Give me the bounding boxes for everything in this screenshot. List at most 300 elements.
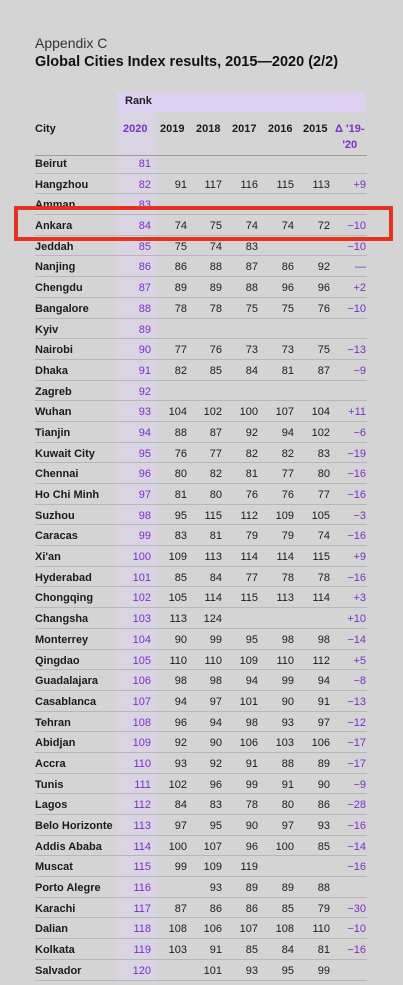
table-row [35, 422, 367, 443]
rank-2019-cell: 94 [174, 695, 187, 708]
rank-delta-cell: −14 [347, 840, 366, 853]
rank-2016-cell: 93 [281, 716, 294, 729]
year-header-2015: 2015 [303, 123, 328, 135]
rank-2018-cell: 102 [203, 406, 222, 419]
rank-2015-cell: 99 [317, 964, 330, 977]
rank-2017-cell: 75 [245, 302, 258, 315]
rank-delta-cell: −10 [347, 923, 366, 936]
rank-2018-cell: 84 [209, 571, 222, 584]
city-name: Wuhan [35, 406, 72, 419]
rank-2020-cell: 112 [133, 799, 151, 812]
rank-2018-cell: 89 [209, 282, 222, 295]
rank-2019-cell: 83 [174, 530, 187, 543]
rank-2019-cell: 113 [169, 613, 187, 626]
rank-2020-cell: 91 [138, 364, 151, 377]
rank-2017-cell: 91 [245, 757, 258, 770]
rank-2016-cell: 115 [276, 178, 294, 191]
table-row [35, 712, 367, 733]
rank-2016-cell: 100 [275, 840, 294, 853]
rank-2015-cell: 77 [317, 489, 330, 501]
city-name: Tehran [35, 716, 71, 729]
rank-2015-cell: 89 [317, 757, 330, 770]
rank-2015-cell: 114 [312, 592, 330, 605]
rank-2017-cell: 109 [239, 654, 258, 667]
rank-2017-cell: 101 [239, 695, 258, 708]
table-row [35, 960, 367, 981]
city-name: Addis Ababa [35, 840, 102, 853]
rank-2016-cell: 89 [281, 882, 294, 895]
rank-2020-cell: 99 [138, 530, 151, 543]
rank-2015-cell: 93 [317, 820, 330, 832]
table-row [35, 174, 367, 195]
rank-2019-cell: 91 [174, 178, 187, 191]
rank-delta-cell: −10 [347, 220, 366, 233]
rank-2019-cell: 82 [174, 364, 187, 377]
rank-2017-cell: 85 [245, 944, 258, 957]
city-name: Suzhou [35, 509, 75, 522]
rank-delta-cell: −16 [347, 530, 366, 543]
rank-2017-cell: 100 [239, 406, 258, 419]
rank-2016-cell: 77 [281, 468, 294, 481]
rank-2019-cell: 108 [168, 923, 187, 936]
rank-2018-cell: 114 [204, 592, 222, 605]
rank-delta-cell: −9 [353, 778, 366, 791]
city-name: Bangalore [35, 302, 89, 315]
rank-2017-cell: 115 [240, 592, 258, 605]
rank-2018-cell: 124 [203, 613, 222, 626]
rank-2017-cell: 83 [245, 240, 258, 253]
rank-2018-cell: 92 [209, 757, 222, 770]
table-row [35, 277, 367, 298]
rank-2017-cell: 78 [245, 799, 258, 812]
city-name: Muscat [35, 861, 73, 874]
city-name: Jeddah [35, 240, 74, 253]
rank-2015-cell: 91 [317, 695, 330, 708]
city-name: Lagos [35, 799, 68, 812]
rank-2016-cell: 114 [276, 551, 294, 564]
rank-2015-cell: 83 [317, 447, 330, 460]
rank-2019-cell: 85 [174, 571, 187, 584]
rank-2016-cell: 99 [281, 675, 294, 688]
rank-2019-cell: 93 [174, 757, 187, 770]
table-row [35, 939, 367, 960]
rank-2016-cell: 107 [275, 406, 294, 419]
rank-2015-cell: 96 [317, 282, 330, 295]
rank-2016-cell: 82 [281, 447, 294, 460]
rank-delta-cell: −10 [347, 302, 366, 315]
rank-2015-cell: 97 [317, 716, 330, 729]
rank-2016-cell: 75 [281, 302, 294, 315]
rank-2020-cell: 100 [132, 551, 151, 564]
delta-header-line1: Δ '19- [335, 123, 365, 135]
rank-2016-cell: 84 [281, 944, 294, 957]
city-name: Nanjing [35, 261, 76, 274]
rank-delta-cell: −30 [347, 902, 366, 915]
rank-2015-cell: 88 [317, 882, 330, 895]
rank-2017-cell: 93 [245, 964, 258, 977]
rank-delta-cell: −12 [347, 716, 366, 729]
table-row [35, 753, 367, 774]
rank-2018-cell: 110 [204, 654, 222, 667]
table-row [35, 608, 367, 629]
rank-2017-cell: 81 [245, 468, 258, 481]
rank-2019-cell: 78 [174, 302, 187, 315]
rank-2019-cell: 90 [174, 633, 187, 646]
rank-2016-cell: 113 [276, 592, 294, 605]
table-row [35, 505, 367, 526]
rank-2015-cell: 87 [317, 364, 330, 377]
rank-2018-cell: 80 [209, 489, 222, 501]
rank-2018-cell: 85 [209, 364, 222, 377]
rank-2015-cell: 81 [317, 944, 330, 957]
rank-2017-cell: 87 [245, 261, 258, 274]
city-name: Tunis [35, 778, 64, 791]
city-column-header: City [35, 123, 56, 135]
rank-2019-cell: 86 [174, 261, 187, 274]
table-row [35, 381, 367, 402]
rank-delta-cell: +2 [353, 282, 366, 295]
rank-delta-cell: +9 [353, 551, 366, 564]
table-row [35, 815, 367, 836]
rank-delta-cell: +10 [347, 613, 366, 626]
rank-2015-cell: 75 [317, 344, 330, 357]
city-name: Monterrey [35, 633, 89, 646]
ankara-row-highlight [14, 206, 393, 241]
rank-2020-cell: 103 [132, 613, 151, 626]
rank-delta-cell: +3 [353, 592, 366, 605]
rank-2018-cell: 74 [209, 240, 222, 253]
city-name: Hyderabad [35, 571, 92, 584]
rank-delta-cell: −3 [353, 509, 366, 522]
table-row [35, 256, 367, 277]
rank-delta-cell: −14 [347, 633, 366, 646]
rank-2016-cell: 90 [281, 695, 294, 708]
rank-2017-cell: 119 [240, 861, 258, 874]
rank-2019-cell: 110 [169, 654, 187, 667]
city-name: Kuwait City [35, 447, 95, 460]
table-row [35, 443, 367, 464]
table-row [35, 836, 367, 857]
rank-2019-cell: 97 [174, 820, 187, 832]
rank-delta-cell: −6 [353, 426, 366, 439]
rank-2015-cell: 104 [311, 406, 330, 419]
rank-2019-cell: 76 [174, 447, 187, 460]
rank-2015-cell: 90 [317, 778, 330, 791]
rank-2015-cell: 102 [311, 426, 330, 439]
rank-delta-cell: −16 [347, 489, 366, 501]
rank-delta-cell: +11 [348, 406, 366, 419]
rank-2019-cell: 74 [174, 220, 187, 233]
rank-2018-cell: 76 [209, 344, 222, 357]
rank-2017-cell: 106 [239, 737, 258, 750]
rank-2019-cell: 88 [174, 426, 187, 439]
rank-2019-cell: 98 [174, 675, 187, 688]
rank-2019-cell: 75 [174, 240, 187, 253]
rank-2016-cell: 97 [281, 820, 294, 832]
rank-2016-cell: 109 [275, 509, 294, 522]
rank-2020-cell: 95 [138, 447, 151, 460]
appendix-label: Appendix C [35, 35, 108, 51]
rank-delta-cell: −9 [353, 364, 366, 377]
city-name: Kolkata [35, 944, 75, 957]
rank-2017-cell: 107 [239, 923, 258, 936]
city-name: Changsha [35, 613, 89, 626]
rank-2020-cell: 85 [138, 240, 151, 253]
rank-2016-cell: 91 [281, 778, 294, 791]
delta-column-header [335, 121, 364, 153]
table-row [35, 774, 367, 795]
rank-2018-cell: 97 [209, 695, 222, 708]
rank-2016-cell: 73 [281, 344, 294, 357]
rank-2018-cell: 95 [209, 820, 222, 832]
rank-delta-cell: −16 [347, 861, 366, 874]
rank-2018-cell: 96 [209, 778, 222, 791]
city-name: Karachi [35, 902, 76, 915]
rank-2020-cell: 108 [132, 716, 151, 729]
rank-2019-cell: 95 [174, 509, 187, 522]
rank-2019-cell: 87 [174, 902, 187, 915]
rank-2015-cell: 106 [311, 737, 330, 750]
rank-delta-cell: −17 [347, 757, 366, 770]
rank-2020-cell: 119 [133, 944, 151, 957]
rank-2016-cell: 103 [275, 737, 294, 750]
rank-2017-cell: 84 [245, 364, 258, 377]
rank-2018-cell: 82 [209, 468, 222, 481]
rank-2017-cell: 90 [245, 820, 258, 832]
rank-2017-cell: 88 [245, 282, 258, 295]
table-row [35, 670, 367, 691]
rank-2020-cell: 106 [132, 675, 151, 688]
rank-2020-cell: 86 [138, 261, 151, 274]
rank-2018-cell: 81 [209, 530, 222, 543]
rank-2017-cell: 96 [245, 840, 258, 853]
rank-2017-cell: 73 [245, 344, 258, 357]
rank-2020-cell: 96 [138, 468, 151, 481]
rank-2018-cell: 115 [204, 509, 222, 522]
city-name: Chengdu [35, 282, 83, 295]
rank-2020-cell: 109 [132, 737, 151, 750]
rank-delta-cell: −19 [347, 447, 366, 460]
rank-delta-cell: −16 [347, 944, 366, 957]
rank-delta-cell: −13 [347, 695, 366, 708]
rank-2019-cell: 92 [174, 737, 187, 750]
rank-delta-cell: −13 [347, 344, 366, 357]
rank-2016-cell: 81 [281, 364, 294, 377]
rank-2018-cell: 101 [203, 964, 222, 977]
city-name: Qingdao [35, 654, 80, 667]
rank-2017-cell: 95 [245, 633, 258, 646]
city-name: Casablanca [35, 695, 97, 708]
rank-2016-cell: 96 [281, 282, 294, 295]
rank-2017-cell: 92 [245, 426, 258, 439]
city-name: Dhaka [35, 364, 69, 377]
rank-2017-cell: 77 [245, 571, 258, 584]
rank-2018-cell: 106 [203, 923, 222, 936]
rank-2015-cell: 112 [312, 654, 330, 667]
table-row [35, 794, 367, 815]
rank-2018-cell: 117 [204, 178, 222, 191]
table-row [35, 298, 367, 319]
city-name: Xi'an [35, 551, 61, 564]
rank-2020-cell: 81 [138, 158, 151, 170]
rank-2019-cell: 104 [168, 406, 187, 419]
rank-2015-cell: 80 [317, 468, 330, 481]
rank-2017-cell: 74 [245, 220, 258, 233]
rank-2019-cell: 81 [174, 489, 187, 501]
rank-2019-cell: 100 [168, 840, 187, 853]
rank-2016-cell: 88 [281, 757, 294, 770]
rank-2017-cell: 98 [245, 716, 258, 729]
table-row [35, 567, 367, 588]
rank-delta-cell: −17 [347, 737, 366, 750]
rank-2017-cell: 89 [245, 882, 258, 895]
rank-2016-cell: 79 [281, 530, 294, 543]
rank-2020-cell: 98 [138, 509, 151, 522]
rank-2020-cell: 82 [138, 178, 151, 191]
city-name: Nairobi [35, 344, 73, 357]
rank-2018-cell: 86 [209, 902, 222, 915]
table-row [35, 484, 367, 505]
year-header-2017: 2017 [232, 123, 257, 135]
rank-2015-cell: 86 [317, 799, 330, 812]
rank-2018-cell: 99 [209, 633, 222, 646]
table-row [35, 691, 367, 712]
rank-2019-cell: 84 [174, 799, 187, 812]
table-row [35, 877, 367, 898]
rank-2018-cell: 109 [203, 861, 222, 874]
rank-2020-cell: 114 [133, 840, 151, 853]
table-row [35, 856, 367, 877]
rank-delta-cell: −8 [353, 675, 366, 688]
rank-2016-cell: 110 [276, 654, 294, 667]
rank-2019-cell: 80 [174, 468, 187, 481]
rank-2017-cell: 99 [245, 778, 258, 791]
table-row [35, 587, 367, 608]
rank-2016-cell: 78 [281, 571, 294, 584]
table-row [35, 153, 367, 174]
city-name: Zagreb [35, 385, 72, 398]
rank-2020-cell: 93 [138, 406, 151, 419]
rank-delta-cell: −16 [347, 468, 366, 481]
rank-2020-cell: 87 [138, 282, 151, 295]
city-name: Abidjan [35, 737, 76, 750]
rank-2016-cell: 98 [281, 633, 294, 646]
rank-2019-cell: 103 [168, 944, 187, 957]
rank-delta-cell: +9 [353, 178, 366, 191]
rank-2015-cell: 115 [312, 551, 330, 564]
city-name: Salvador [35, 964, 82, 977]
rank-2019-cell: 109 [168, 551, 187, 564]
rank-2018-cell: 88 [209, 261, 222, 274]
rank-2015-cell: 78 [317, 571, 330, 584]
rank-2017-cell: 86 [245, 902, 258, 915]
rank-2018-cell: 87 [209, 426, 222, 439]
rank-delta-cell: +5 [353, 654, 366, 667]
rank-2020-cell: 118 [133, 923, 151, 936]
rank-2017-cell: 114 [240, 551, 258, 564]
results-table [35, 153, 367, 981]
delta-header-line2: '20 [342, 139, 358, 151]
city-name: Guadalajara [35, 675, 98, 688]
rank-2016-cell: 108 [275, 923, 294, 936]
rank-2019-cell: 96 [174, 716, 187, 729]
rank-2015-cell: 113 [312, 178, 330, 191]
rank-delta-cell: −16 [347, 820, 366, 832]
city-name: Belo Horizonte [35, 820, 113, 832]
table-row [35, 732, 367, 753]
rank-2020-cell: 116 [133, 882, 151, 895]
year-header-2016: 2016 [268, 123, 293, 135]
rank-2020-cell: 84 [138, 220, 151, 233]
rank-2016-cell: 85 [281, 902, 294, 915]
rank-2020-cell: 102 [132, 592, 151, 605]
rank-2018-cell: 94 [209, 716, 222, 729]
city-name: Dalian [35, 923, 69, 936]
city-name: Ho Chi Minh [35, 489, 100, 501]
table-row [35, 898, 367, 919]
rank-2020-cell: 97 [138, 489, 151, 501]
rank-2018-cell: 93 [209, 882, 222, 895]
rank-2015-cell: 74 [317, 530, 330, 543]
rank-2015-cell: 85 [317, 840, 330, 853]
rank-2018-cell: 91 [209, 944, 222, 957]
table-row [35, 360, 367, 381]
city-name: Chongqing [35, 592, 94, 605]
rank-2015-cell: 94 [317, 675, 330, 688]
rank-delta-cell: — [355, 261, 366, 274]
rank-2020-cell: 110 [133, 757, 151, 770]
year-header-2018: 2018 [196, 123, 221, 135]
rank-2015-cell: 76 [317, 302, 330, 315]
city-name: Porto Alegre [35, 882, 101, 895]
table-row [35, 650, 367, 671]
rank-2015-cell: 92 [317, 261, 330, 274]
rank-2018-cell: 113 [204, 551, 222, 564]
city-name: Caracas [35, 530, 78, 543]
rank-2016-cell: 74 [281, 220, 294, 233]
city-name: Ankara [35, 220, 73, 233]
rank-2019-cell: 99 [174, 861, 187, 874]
table-row [35, 339, 367, 360]
table-row [35, 463, 367, 484]
rank-2020-cell: 88 [138, 302, 151, 315]
rank-2020-cell: 120 [132, 964, 151, 977]
rank-label: Rank [125, 95, 152, 107]
rank-2015-cell: 105 [311, 509, 330, 522]
rank-2017-cell: 94 [245, 675, 258, 688]
rank-2015-cell: 72 [317, 220, 330, 233]
table-row [35, 525, 367, 546]
table-row [35, 918, 367, 939]
rank-2015-cell: 79 [317, 902, 330, 915]
city-name: Hangzhou [35, 178, 89, 191]
rank-2019-cell: 102 [168, 778, 187, 791]
rank-delta-cell: −28 [347, 799, 366, 812]
rank-2016-cell: 95 [281, 964, 294, 977]
rank-2020-cell: 101 [132, 571, 151, 584]
rank-delta-cell: −10 [347, 240, 366, 253]
rank-2017-cell: 76 [245, 489, 258, 501]
city-name: Accra [35, 757, 66, 770]
table-row [35, 629, 367, 650]
rank-2018-cell: 83 [209, 799, 222, 812]
city-name: Tianjin [35, 426, 71, 439]
rank-2017-cell: 82 [245, 447, 258, 460]
city-name: Beirut [35, 158, 67, 170]
rank-2016-cell: 94 [281, 426, 294, 439]
rank-2015-cell: 98 [317, 633, 330, 646]
rank-2018-cell: 75 [209, 220, 222, 233]
